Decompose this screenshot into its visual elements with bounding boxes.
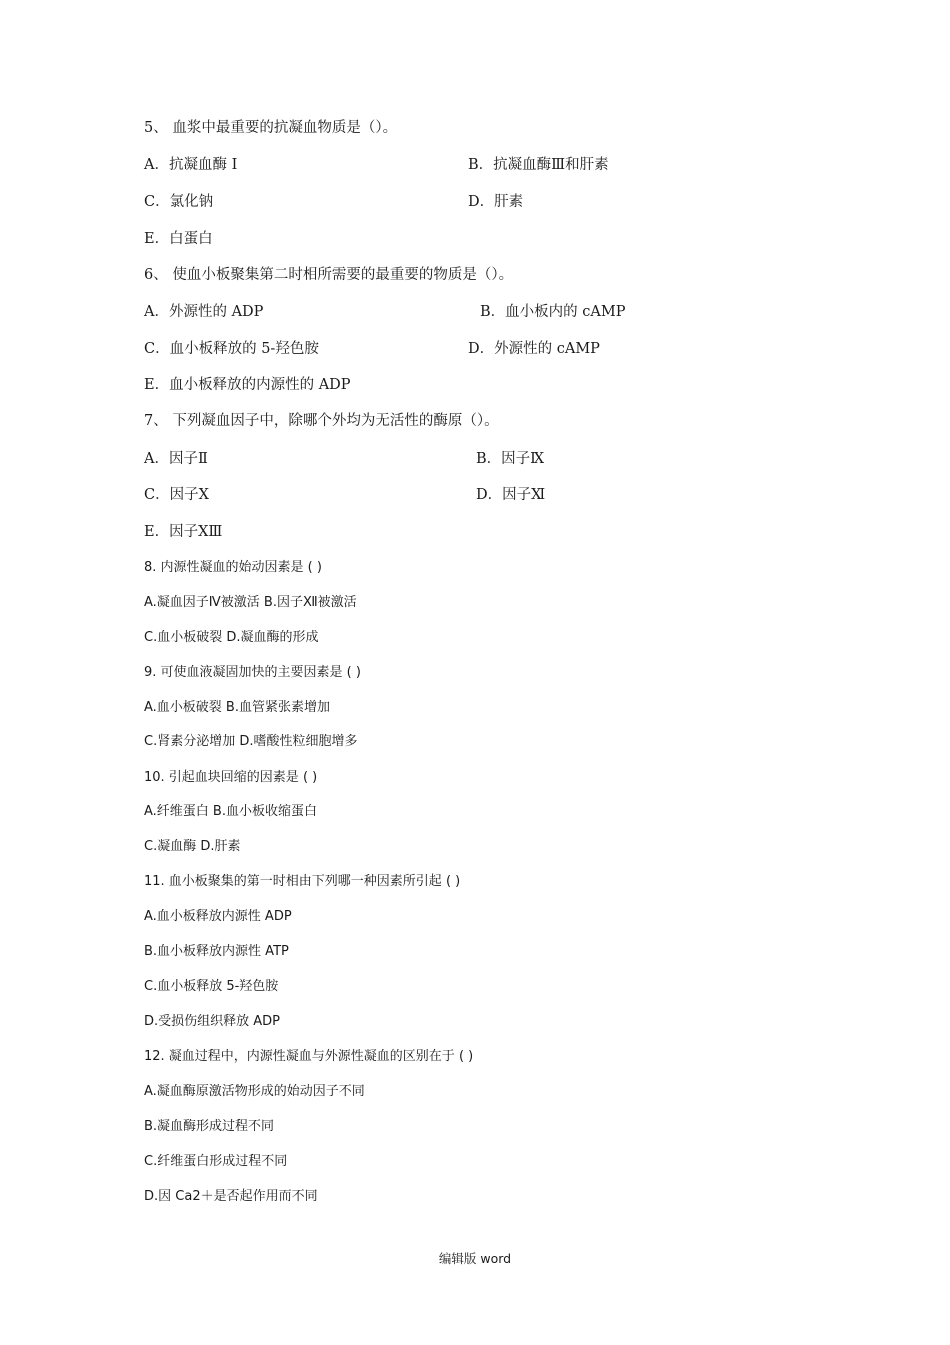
- page-footer: 编辑版 word: [438, 1251, 512, 1266]
- question-6-option-b: B．血小板内的 cAMP: [480, 304, 626, 320]
- question-6-option-c: C．血小板释放的 5-羟色胺: [144, 341, 319, 357]
- question-8-options-cd: C.血小板破裂 D.凝血酶的形成: [144, 630, 319, 645]
- question-11-stem: 11. 血小板聚集的第一时相由下列哪一种因素所引起 ( ): [144, 874, 461, 889]
- question-9-stem: 9. 可使血液凝固加快的主要因素是 ( ): [144, 665, 361, 680]
- question-6-stem: 6、 使血小板聚集第二时相所需要的最重要的物质是（）。: [144, 267, 514, 283]
- question-10-stem: 10. 引起血块回缩的因素是 ( ): [144, 770, 318, 785]
- question-11-option-d: D.受损伤组织释放 ADP: [144, 1014, 281, 1029]
- question-10-options-ab: A.纤维蛋白 B.血小板收缩蛋白: [144, 804, 317, 819]
- question-6-option-d: D．外源性的 cAMP: [468, 341, 600, 357]
- question-5-option-d: D．肝素: [468, 194, 524, 210]
- question-7-option-c: C．因子Ⅹ: [144, 487, 209, 503]
- question-7-option-a: A．因子Ⅱ: [144, 451, 208, 467]
- question-5-option-c: C．氯化钠: [144, 194, 214, 210]
- question-9-options-cd: C.肾素分泌增加 D.嗜酸性粒细胞增多: [144, 734, 358, 749]
- question-7-option-d: D．因子Ⅺ: [476, 487, 546, 503]
- question-6-option-e: E．血小板释放的内源性的 ADP: [144, 377, 351, 393]
- question-11-option-a: A.血小板释放内源性 ADP: [144, 909, 292, 924]
- question-8-options-ab: A.凝血因子Ⅳ被激活 B.因子Ⅻ被激活: [144, 595, 357, 610]
- question-12-option-d: D.因 Ca2＋是否起作用而不同: [144, 1189, 318, 1204]
- question-7-option-e: E．因子ⅩⅢ: [144, 524, 223, 540]
- question-5-option-e: E．白蛋白: [144, 231, 213, 247]
- question-12-option-c: C.纤维蛋白形成过程不同: [144, 1154, 288, 1169]
- question-9-options-ab: A.血小板破裂 B.血管紧张素增加: [144, 700, 330, 715]
- question-10-options-cd: C.凝血酶 D.肝素: [144, 839, 241, 854]
- question-8-stem: 8. 内源性凝血的始动因素是 ( ): [144, 560, 322, 575]
- question-11-option-b: B.血小板释放内源性 ATP: [144, 944, 289, 959]
- question-12-stem: 12. 凝血过程中，内源性凝血与外源性凝血的区别在于 ( ): [144, 1049, 474, 1064]
- question-5-stem: 5、 血浆中最重要的抗凝血物质是（）。: [144, 120, 398, 136]
- question-7-option-b: B．因子Ⅸ: [476, 451, 545, 467]
- question-6-option-a: A．外源性的 ADP: [144, 304, 264, 320]
- question-12-option-a: A.凝血酶原激活物形成的始动因子不同: [144, 1084, 365, 1099]
- question-5-option-a: A．抗凝血酶 I: [144, 157, 238, 173]
- question-11-option-c: C.血小板释放 5-羟色胺: [144, 979, 279, 994]
- question-5-option-b: B．抗凝血酶Ⅲ和肝素: [468, 157, 609, 173]
- question-12-option-b: B.凝血酶形成过程不同: [144, 1119, 275, 1134]
- question-7-stem: 7、 下列凝血因子中，除哪个外均为无活性的酶原（）。: [144, 413, 499, 429]
